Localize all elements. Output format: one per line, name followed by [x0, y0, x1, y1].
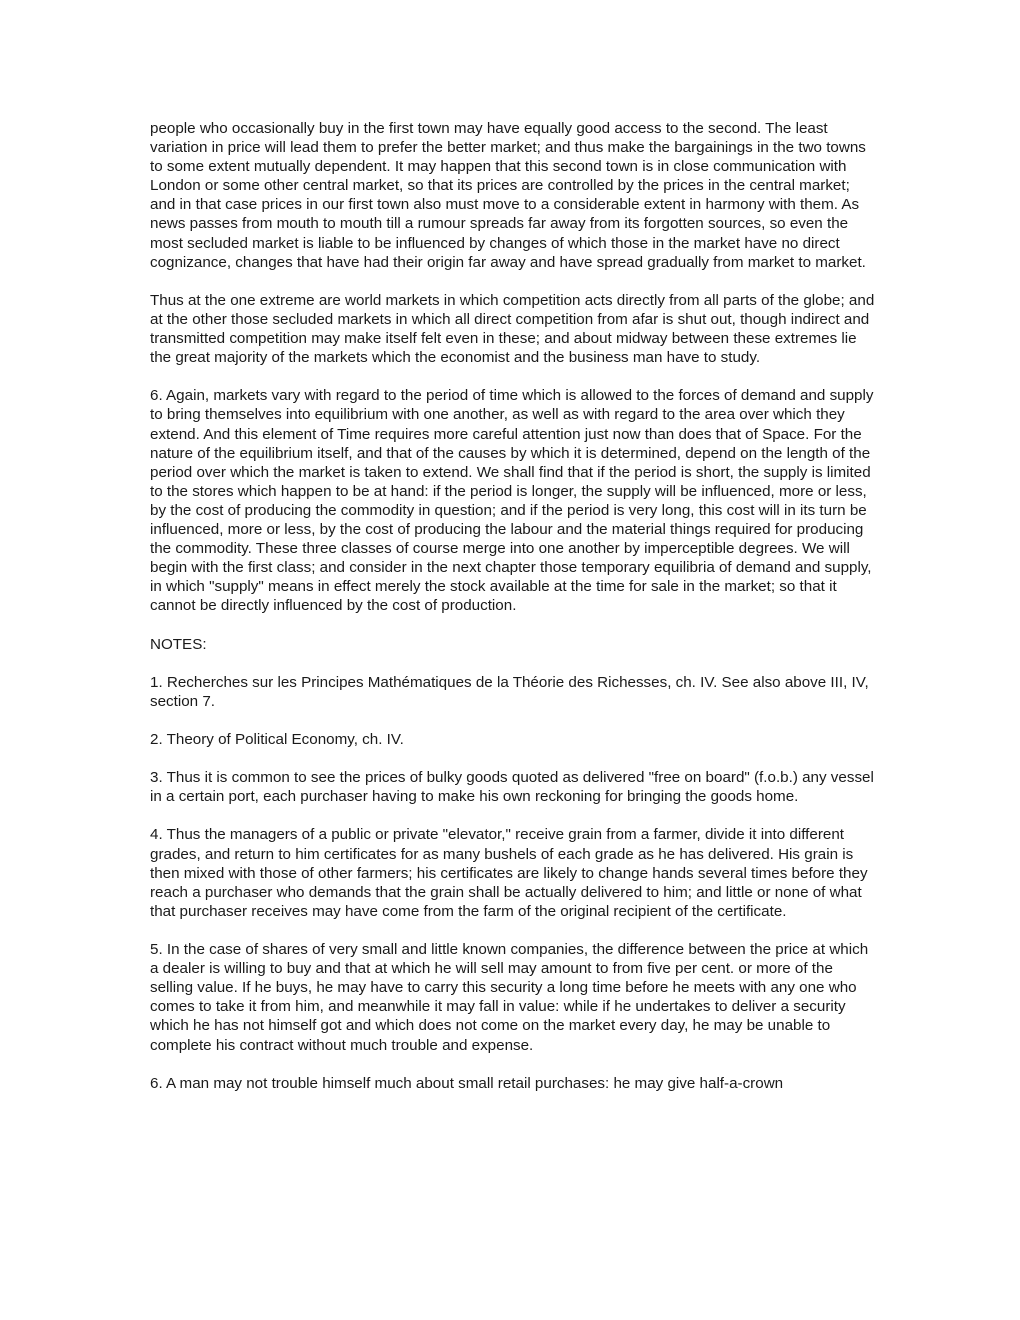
body-paragraph-3: 6. Again, markets vary with regard to the period of time which is allowed to the forces of demand and supply to bring themselves into equilibrium with one another, as well as with regard to the area over which they extend. And this element of Time requires more careful attention just now than does that of Space. For the nature of the equilibrium itself, and that of the causes by which it is determined, depend on the length of the period over which the market is taken to extend. We shall find that if the period is short, the supply is limited to the stores which happen to be at hand: if the period is longer, the supply will be influenced, more or less, by the cost of producing the commodity in question; and if the period is very long, this cost will in its turn be influenced, more or less, by the cost of producing the labour and the material things required for producing the commodity. These three classes of course merge into one another by imperceptible degrees. We will begin with the first class; and consider in the next chapter those temporary equilibria of demand and supply, in which "supply" means in effect merely the stock available at the time for sale in the market; so that it cannot be directly influenced by the cost of production. [150, 387, 874, 615]
note-3: 3. Thus it is common to see the prices of bulky goods quoted as delivered "free on board" (f.o.b.) any vessel in a certain port, each purchaser having to make his own reckoning for bringing the goods home. [150, 769, 874, 806]
document-page [150, 119, 875, 1112]
note-2: 2. Theory of Political Economy, ch. IV. [150, 731, 404, 748]
body-paragraph-1: people who occasionally buy in the first town may have equally good access to the second. The least variation in price will lead them to prefer the better market; and thus make the bargainings in the two towns to some extent mutually dependent. It may happen that this second town is in close communication with London or some other central market, so that its prices are controlled by the prices in the central market; and in that case prices in our first town also must move to a considerable extent in harmony with them. As news passes from mouth to mouth till a rumour spreads far away from its forgotten sources, so even the most secluded market is liable to be influenced by changes of which those in the market have no direct cognizance, changes that have had their origin far away and have spread gradually from market to market. [150, 120, 866, 271]
note-6: 6. A man may not trouble himself much about small retail purchases: he may give half-a-crown [150, 1074, 784, 1092]
body-paragraph-2: Thus at the one extreme are world markets in which competition acts directly from all parts of the globe; and at the other those secluded markets in which all direct competition from afar is shut out, though indirect and transmitted competition may make itself felt even in these; and about midway between these extremes lie the great majority of the markets which the economist and the business man have to study. [150, 291, 875, 367]
note-4: 4. Thus the managers of a public or private "elevator," receive grain from a farmer, divide it into different grades, and return to him certificates for as many bushels of each grade as he has delivered. His grain is then mixed with those of other farmers; his certificates are likely to change hands several times before they reach a purchaser who demands that the grain shall be actually delivered to him; and little or none of what that purchaser receives may have come from the farm of the original recipient of the certificate. [150, 826, 868, 920]
note-1: 1. Recherches sur les Principes Mathématiques de la Théorie des Richesses, ch. IV. See also above III, IV, section 7. [150, 673, 869, 710]
notes-heading: NOTES: [150, 635, 207, 653]
note-5: 5. In the case of shares of very small and little known companies, the difference between the price at which a dealer is willing to buy and that at which he will sell may amount to from five per cent. or more of the selling value. If he buys, he may have to carry this security a long time before he meets with any one who comes to take it from him, and meanwhile it may fall in value: while if he undertakes to deliver a security which he has not himself got and which does not come on the market every day, he may be unable to complete his contract without much trouble and expense. [150, 941, 869, 1054]
